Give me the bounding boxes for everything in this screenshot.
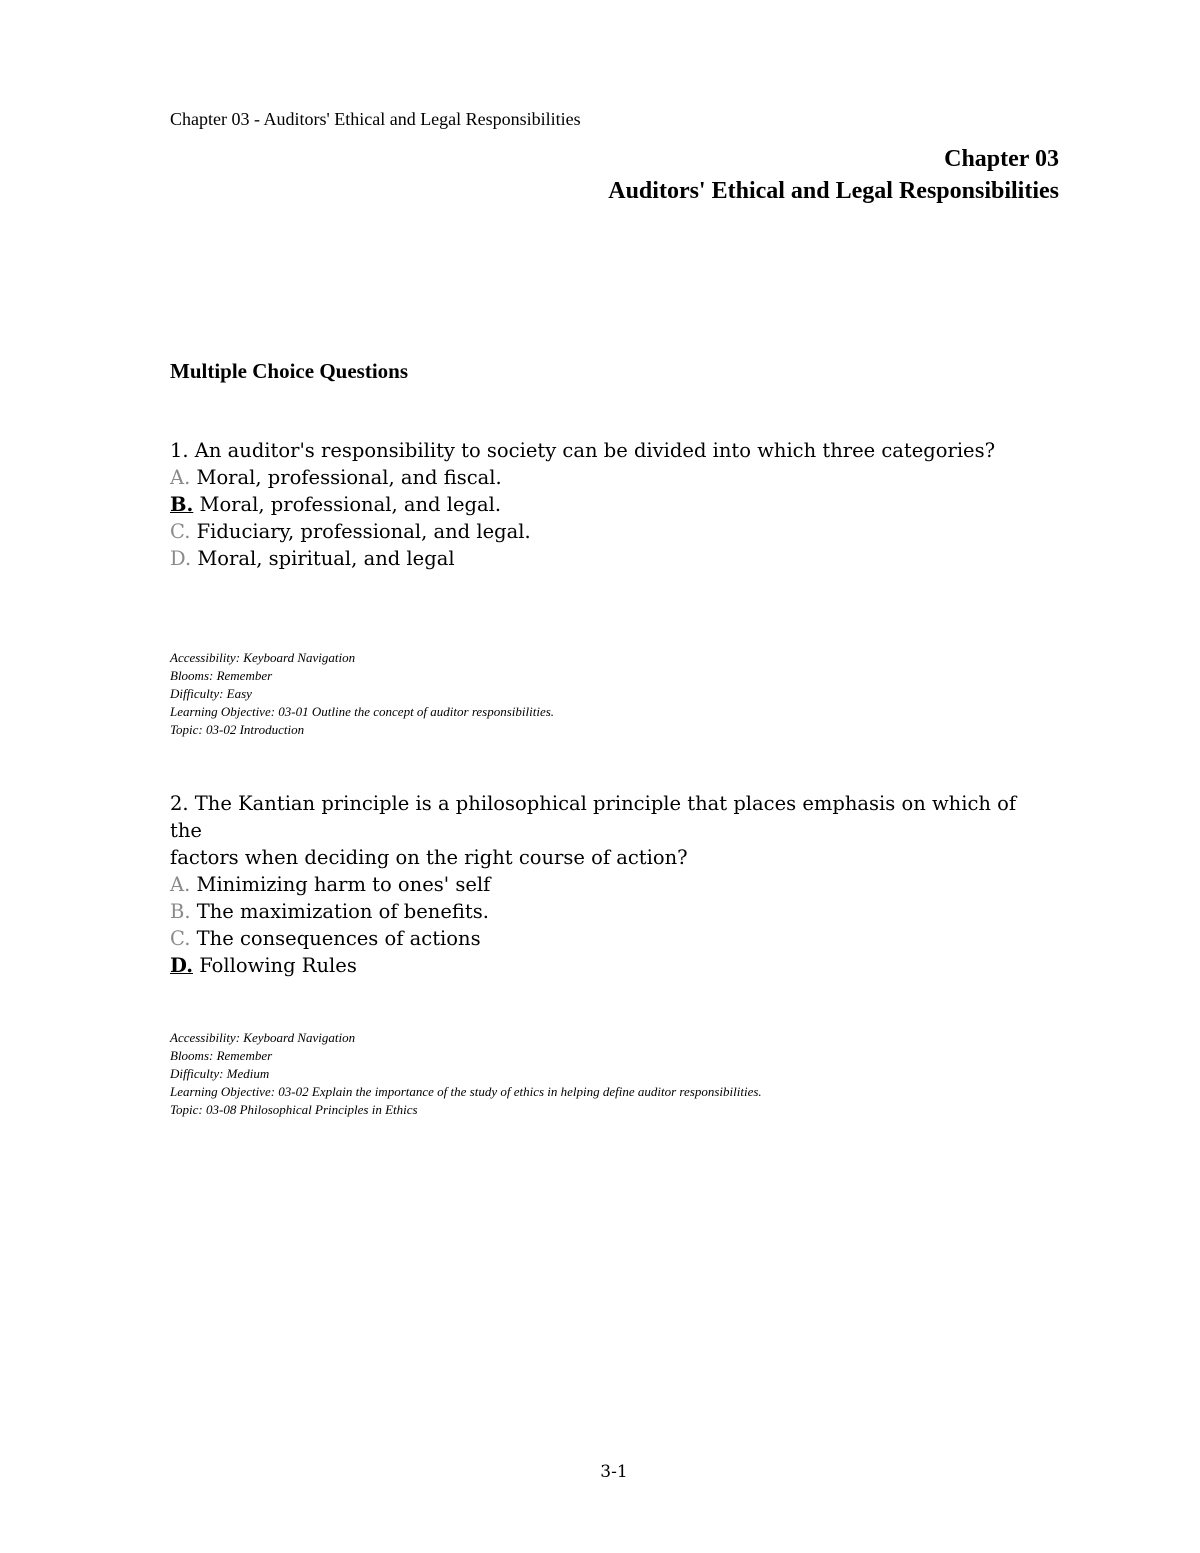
question-2-option-b bbox=[170, 898, 1050, 925]
option-letter: C. bbox=[170, 520, 191, 543]
option-text: The consequences of actions bbox=[190, 927, 481, 950]
chapter-subtitle: Auditors' Ethical and Legal Responsibilities bbox=[608, 178, 1059, 204]
question-1-metadata bbox=[170, 649, 554, 739]
meta-blooms: Blooms: Remember bbox=[170, 668, 273, 683]
option-text: Moral, professional, and fiscal. bbox=[190, 466, 502, 489]
question-1 bbox=[170, 437, 1050, 572]
page-number: 3-1 bbox=[600, 1462, 628, 1482]
option-letter: C. bbox=[170, 927, 191, 950]
option-letter: D. bbox=[170, 547, 192, 570]
meta-learning-objective: Learning Objective: 03-02 Explain the importance of the study of ethics in helping define auditor responsibilities. bbox=[170, 1084, 762, 1099]
option-letter: B. bbox=[170, 900, 191, 923]
meta-difficulty: Difficulty: Medium bbox=[170, 1066, 270, 1081]
chapter-title-block bbox=[608, 143, 1059, 207]
question-2-option-a bbox=[170, 871, 1050, 898]
running-header: Chapter 03 - Auditors' Ethical and Legal Responsibilities bbox=[170, 109, 581, 129]
question-1-option-b bbox=[170, 491, 1050, 518]
meta-topic: Topic: 03-08 Philosophical Principles in Ethics bbox=[170, 1102, 418, 1117]
meta-learning-objective: Learning Objective: 03-01 Outline the concept of auditor responsibilities. bbox=[170, 704, 555, 719]
meta-accessibility: Accessibility: Keyboard Navigation bbox=[170, 1030, 356, 1045]
meta-accessibility: Accessibility: Keyboard Navigation bbox=[170, 650, 356, 665]
question-1-stem: 1. An auditor's responsibility to society can be divided into which three categories? bbox=[170, 439, 996, 462]
question-1-option-d bbox=[170, 545, 1050, 572]
option-text: The maximization of benefits. bbox=[190, 900, 489, 923]
option-text: Moral, professional, and legal. bbox=[193, 493, 502, 516]
correct-option-letter: D. bbox=[170, 954, 194, 977]
question-2-stem-line-2: factors when deciding on the right course of action? bbox=[170, 846, 688, 869]
question-1-option-a bbox=[170, 464, 1050, 491]
question-2-option-c bbox=[170, 925, 1050, 952]
question-2-metadata bbox=[170, 1029, 762, 1119]
option-text: Moral, spiritual, and legal bbox=[191, 547, 455, 570]
option-letter: A. bbox=[170, 873, 191, 896]
section-heading: Multiple Choice Questions bbox=[170, 359, 409, 383]
question-2-stem-line-1: 2. The Kantian principle is a philosophical principle that places emphasis on which of the bbox=[170, 792, 1017, 842]
correct-option-letter: B. bbox=[170, 493, 194, 516]
question-2-option-d bbox=[170, 952, 1050, 979]
option-letter: A. bbox=[170, 466, 191, 489]
chapter-number: Chapter 03 bbox=[944, 146, 1059, 172]
option-text: Minimizing harm to ones' self bbox=[190, 873, 491, 896]
option-text: Following Rules bbox=[193, 954, 357, 977]
question-2 bbox=[170, 790, 1050, 979]
meta-blooms: Blooms: Remember bbox=[170, 1048, 273, 1063]
option-text: Fiduciary, professional, and legal. bbox=[190, 520, 531, 543]
question-1-option-c bbox=[170, 518, 1050, 545]
meta-topic: Topic: 03-02 Introduction bbox=[170, 722, 305, 737]
meta-difficulty: Difficulty: Easy bbox=[170, 686, 252, 701]
